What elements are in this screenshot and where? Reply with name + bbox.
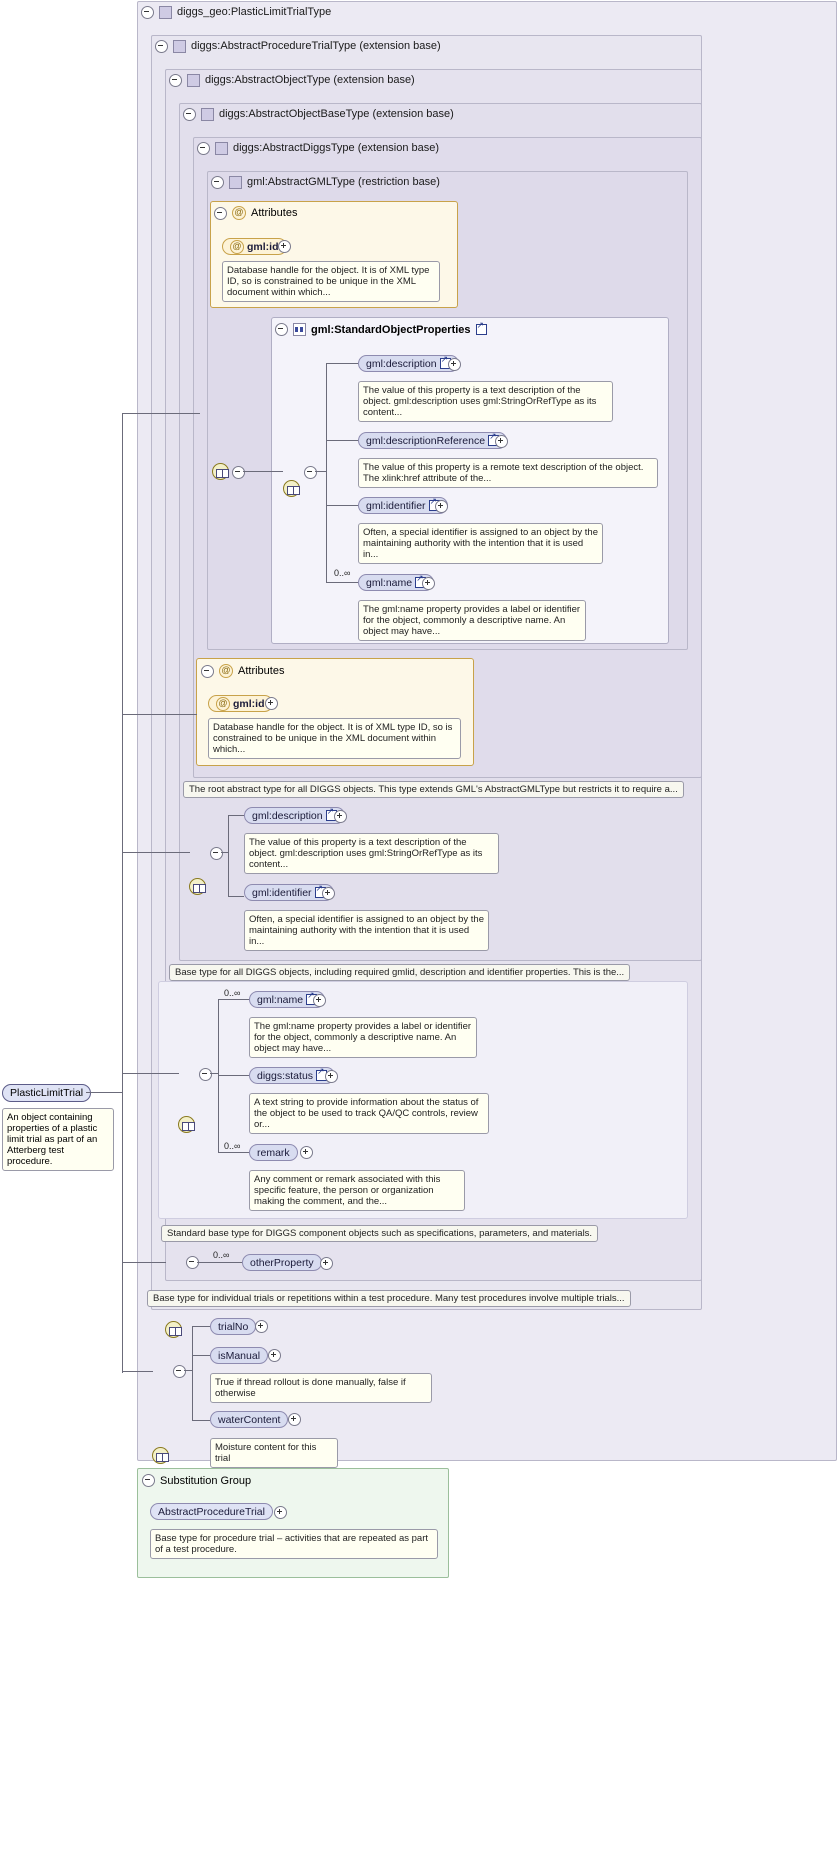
collapse-icon-5[interactable]: [197, 142, 210, 155]
expand-icon-ismanual[interactable]: [268, 1349, 281, 1365]
label-ismanual: isManual: [218, 1349, 261, 1362]
element-abstractproceduretrial[interactable]: [150, 1503, 273, 1520]
connector-h-stdprops-3: [326, 505, 358, 506]
panel-header-5: [193, 137, 439, 159]
sequence-group-icon: [293, 323, 306, 336]
doc-ismanual: True if thread rollout is done manually, false if otherwise: [210, 1373, 432, 1403]
connector-h-1: [243, 471, 283, 472]
expand-icon-remark[interactable]: [300, 1146, 313, 1162]
note-abstractobjectbasetype: Base type for all DIGGS objects, including required gmlid, description and identifier properties. This is the...: [169, 964, 630, 981]
sequence-node-trial[interactable]: [152, 1447, 169, 1464]
expand-icon-watercontent[interactable]: [288, 1413, 301, 1429]
element-otherproperty[interactable]: [242, 1254, 322, 1271]
element-trialno[interactable]: [210, 1318, 256, 1335]
doc-diggs-status: A text string to provide information about the status of the object to be used to track QA/QC controls, review or...: [249, 1093, 489, 1134]
root-connector-spine: [122, 413, 123, 1373]
expand-icon-gml-description-2[interactable]: [334, 810, 347, 826]
root-branch-2: [122, 714, 197, 715]
attributes-label-1: Attributes: [251, 207, 298, 219]
expand-icon-gml-description[interactable]: [448, 358, 461, 374]
connector-h-diggs-1: [228, 815, 244, 816]
multiplicity-gml-name-2: 0..∞: [224, 988, 241, 998]
expand-icon-gmlid-2[interactable]: [265, 697, 278, 713]
expand-icon-abstractproceduretrial[interactable]: [274, 1506, 287, 1522]
square-type-icon-4: [201, 108, 214, 121]
doc-gml-descriptionreference: The value of this property is a remote text description of the object. The xlink:href attribute of the...: [358, 458, 658, 488]
doc-gmlid-1: Database handle for the object. It is of XML type ID, so is constrained to be unique in the XML document within which...: [222, 261, 440, 302]
doc-gml-identifier: Often, a special identifier is assigned to an object by the maintaining authority with the intention that it is used in...: [358, 523, 603, 564]
panel-title-4: diggs:AbstractObjectBaseType (extension base): [219, 108, 454, 120]
substitution-group-label: Substitution Group: [160, 1474, 252, 1487]
expand-icon-gmlid-1[interactable]: [278, 240, 291, 256]
collapse-icon-1[interactable]: [141, 6, 154, 19]
attributes-label-2: Attributes: [238, 665, 285, 677]
label-gml-description: gml:description: [366, 357, 437, 370]
square-type-icon-5: [215, 142, 228, 155]
collapse-icon-6[interactable]: [211, 176, 224, 189]
expand-icon-otherproperty-node[interactable]: [186, 1256, 199, 1272]
sequence-node-stdprops[interactable]: [283, 480, 300, 497]
root-branch-4: [122, 1073, 179, 1074]
connector-h-trial-node: [184, 1370, 193, 1371]
panel-header-2: [151, 35, 441, 57]
expand-icon-diggs-node[interactable]: [210, 847, 223, 863]
element-remark[interactable]: [249, 1144, 298, 1161]
element-ismanual[interactable]: [210, 1347, 268, 1364]
doc-gml-description-2: The value of this property is a text description of the object. gml:description uses gml:StringOrRefType as its content...: [244, 833, 499, 874]
collapse-icon-attributes-2[interactable]: [201, 665, 214, 678]
panel-title-6: gml:AbstractGMLType (restriction base): [247, 176, 440, 188]
multiplicity-remark: 0..∞: [224, 1141, 241, 1151]
connector-h-object-node: [210, 1073, 219, 1074]
expand-icon-gml-identifier[interactable]: [435, 500, 448, 516]
expand-icon-object-node[interactable]: [199, 1068, 212, 1084]
expand-icon-gml-name-1[interactable]: [422, 577, 435, 593]
label-remark: remark: [257, 1146, 290, 1159]
element-gml-description-2[interactable]: [244, 807, 345, 824]
doc-gml-name-2: The gml:name property provides a label or identifier for the object, commonly a descriptive name. An object may have...: [249, 1017, 477, 1058]
multiplicity-otherproperty: 0..∞: [213, 1250, 230, 1260]
at-sign-icon-gmlid-2: @: [216, 697, 230, 711]
expand-icon-diggs-status[interactable]: [325, 1070, 338, 1086]
label-gml-identifier: gml:identifier: [366, 499, 426, 512]
collapse-icon-3[interactable]: [169, 74, 182, 87]
connector-h-object-1: [218, 999, 249, 1000]
sequence-node-otherproperty[interactable]: [165, 1321, 182, 1338]
root-connector-stub: [86, 1092, 123, 1093]
collapse-icon-2[interactable]: [155, 40, 168, 53]
panel-title-3: diggs:AbstractObjectType (extension base): [205, 74, 415, 86]
note-abstractdiggstype: The root abstract type for all DIGGS objects. This type extends GML's AbstractGMLType but restricts it to require a...: [183, 781, 684, 798]
element-diggs-status[interactable]: [249, 1067, 335, 1084]
connector-h-trial-1: [192, 1326, 210, 1327]
expand-icon-gml-identifier-2[interactable]: [322, 887, 335, 903]
expand-icon-stdprops-node[interactable]: [304, 466, 317, 482]
label-gml-descriptionreference: gml:descriptionReference: [366, 434, 486, 447]
label-gml-description-2: gml:description: [252, 809, 323, 822]
label-diggs-status: diggs:status: [257, 1069, 314, 1082]
expand-icon-trialno[interactable]: [255, 1320, 268, 1336]
connector-h-diggs-node: [221, 852, 229, 853]
doc-gml-description: The value of this property is a text description of the object. gml:description uses gml:StringOrRefType as its content...: [358, 381, 613, 422]
std-object-properties-label: gml:StandardObjectProperties: [311, 323, 471, 336]
square-type-icon-2: [173, 40, 186, 53]
square-type-icon-1: [159, 6, 172, 19]
connector-h-stdprops-2: [326, 440, 358, 441]
doc-gmlid-2: Database handle for the object. It is of XML type ID, so is constrained to be unique in the XML document within which...: [208, 718, 461, 759]
doc-plasticlimittrial: An object containing properties of a plastic limit trial as part of an Atterberg test procedure.: [2, 1108, 114, 1171]
expand-icon-trial-node[interactable]: [173, 1365, 186, 1381]
connector-v-diggs: [228, 815, 229, 896]
panel-header-6: [207, 171, 440, 193]
sequence-node-object[interactable]: [178, 1116, 195, 1133]
attribute-gml-id-1[interactable]: [222, 238, 287, 255]
attributes-header-2: [201, 664, 284, 678]
connector-h-trial-3: [192, 1420, 210, 1421]
attributes-header-1: [214, 206, 297, 220]
label-trialno: trialNo: [218, 1320, 249, 1333]
attribute-label-gmlid-2: gml:id: [233, 697, 265, 710]
doc-gml-identifier-2: Often, a special identifier is assigned to an object by the maintaining authority with the intention that it is used in...: [244, 910, 489, 951]
connector-h-diggs-2: [228, 896, 244, 897]
collapse-icon-stdprops[interactable]: [275, 323, 288, 336]
expand-icon-otherproperty[interactable]: [320, 1257, 333, 1273]
note-abstractobjecttype: Standard base type for DIGGS component objects such as specifications, parameters, and materials.: [161, 1225, 598, 1242]
attribute-gml-id-2[interactable]: [208, 695, 273, 712]
collapse-icon-substitution[interactable]: [142, 1474, 155, 1487]
panel-title-1: diggs_geo:PlasticLimitTrialType: [177, 6, 332, 18]
panel-header-1: [137, 1, 331, 23]
panel-title-5: diggs:AbstractDiggsType (extension base): [233, 142, 440, 154]
root-branch-3: [122, 852, 190, 853]
connector-v-object: [218, 999, 219, 1153]
label-plasticlimittrial: PlasticLimitTrial: [10, 1087, 84, 1099]
root-branch-5: [122, 1262, 166, 1263]
doc-abstractproceduretrial: Base type for procedure trial – activities that are repeated as part of a test procedure.: [150, 1529, 438, 1559]
connector-h-trial-2: [192, 1355, 210, 1356]
substitution-group-header: [142, 1474, 251, 1487]
connector-v-trial: [192, 1326, 193, 1421]
label-otherproperty: otherProperty: [250, 1256, 314, 1269]
square-type-icon-3: [187, 74, 200, 87]
connector-h-object-2: [218, 1075, 249, 1076]
label-watercontent: waterContent: [218, 1413, 281, 1426]
collapse-icon-4[interactable]: [183, 108, 196, 121]
label-abstractproceduretrial: AbstractProcedureTrial: [158, 1505, 265, 1518]
expand-icon-gml-outer[interactable]: [232, 466, 245, 482]
element-gml-descriptionreference[interactable]: [358, 432, 507, 449]
label-gml-name-1: gml:name: [366, 576, 413, 589]
panel-header-3: [165, 69, 415, 91]
root-element-plasticlimittrial[interactable]: [2, 1084, 91, 1102]
at-sign-icon-1: @: [232, 206, 246, 220]
label-gml-identifier-2: gml:identifier: [252, 886, 312, 899]
connector-h-object-3: [218, 1152, 249, 1153]
label-gml-name-2: gml:name: [257, 993, 304, 1006]
root-branch-6: [122, 1371, 153, 1372]
element-gml-identifier-2[interactable]: [244, 884, 334, 901]
connector-v-stdprops: [326, 363, 327, 583]
multiplicity-gml-name-1: 0..∞: [334, 568, 351, 578]
note-abstractproceduretrialtype: Base type for individual trials or repetitions within a test procedure. Many test procedures involve multiple trials...: [147, 1290, 631, 1307]
expand-icon-gml-descriptionreference[interactable]: [495, 435, 508, 451]
doc-remark: Any comment or remark associated with this specific feature, the person or organization making the comment, and the...: [249, 1170, 465, 1211]
doc-watercontent: Moisture content for this trial: [210, 1438, 338, 1468]
at-sign-icon-gmlid-1: @: [230, 240, 244, 254]
doc-gml-name-1: The gml:name property provides a label or identifier for the object, commonly a descriptive name. An object may have...: [358, 600, 586, 641]
root-branch-1: [122, 413, 200, 414]
connector-h-otherproperty: [197, 1262, 242, 1263]
element-watercontent[interactable]: [210, 1411, 288, 1428]
sequence-node-gml-outer[interactable]: [212, 463, 229, 480]
sequence-node-diggs[interactable]: [189, 878, 206, 895]
std-object-properties-header: [275, 323, 487, 336]
panel-header-4: [179, 103, 454, 125]
at-sign-icon-2: @: [219, 664, 233, 678]
connector-h-stdprops-node: [315, 471, 327, 472]
connector-h-stdprops-4: [326, 582, 358, 583]
collapse-icon-attributes-1[interactable]: [214, 207, 227, 220]
attribute-label-gmlid-1: gml:id: [247, 240, 279, 253]
square-type-icon-6: [229, 176, 242, 189]
connector-h-stdprops-1: [326, 363, 358, 364]
element-gml-description[interactable]: [358, 355, 459, 372]
panel-title-2: diggs:AbstractProcedureTrialType (extension base): [191, 40, 441, 52]
expand-icon-gml-name-2[interactable]: [313, 994, 326, 1010]
external-link-icon-stdprops[interactable]: [476, 324, 487, 335]
